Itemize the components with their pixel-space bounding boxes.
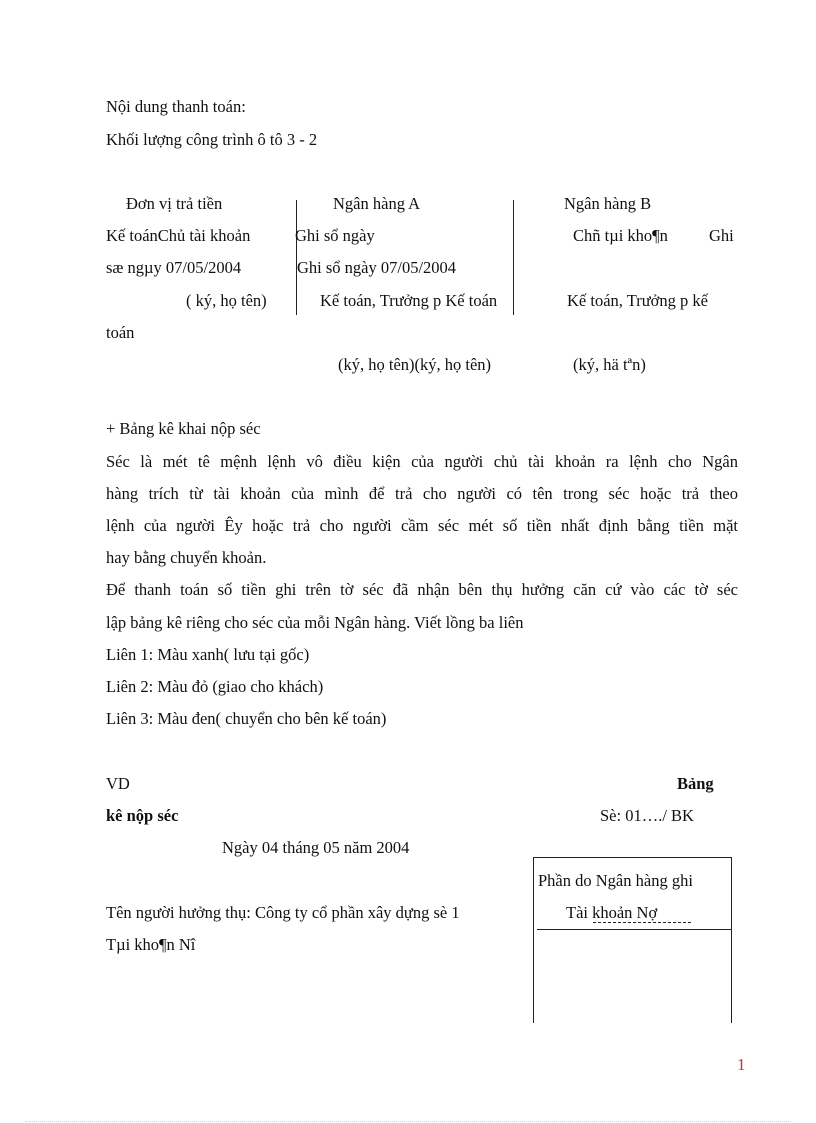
signature-note-right: (ký, hä tªn)	[573, 355, 646, 374]
beneficiary-line: Tên người hưởng thụ: Công ty cổ phần xây dựng sè 1	[106, 903, 460, 922]
payment-content-label: Nội dung thanh toán:	[106, 97, 246, 116]
section-heading-cheque-list: + Bảng kê khai nộp séc	[106, 419, 261, 438]
form-title-part-2: kê nộp séc	[106, 806, 179, 825]
accountant-owner-text: Kế toánChủ tài khoản	[106, 226, 251, 245]
copy-3-line: Liên 3: Màu đen( chuyển cho bên kế toán)	[106, 709, 387, 728]
record-date-left: sæ ngµy 07/05/2004	[106, 258, 242, 277]
work-volume-line: Khối lượng công trình ô tô 3 - 2	[106, 130, 318, 149]
copy-2-line: Liên 2: Màu đỏ (giao cho khách)	[106, 677, 324, 696]
bank-a-header: Ngân hàng A	[333, 194, 421, 213]
paragraph-line-6: lập bảng kê riêng cho séc của mỗi Ngân hàng. Viết lồng ba liên	[106, 613, 524, 632]
paragraph-line-5: Để thanh toán số tiền ghi trên tờ séc đã nhận bên thụ hưởng căn cứ vào các tờ séc	[106, 580, 738, 599]
record-date-label: Ghi sổ ngày	[295, 226, 375, 245]
paragraph-line-1: Séc là mét tê mệnh lệnh vô điều kiện của người chủ tài khoản ra lệnh cho Ngân	[106, 452, 738, 471]
column-divider-2	[513, 200, 514, 315]
form-date: Ngày 04 tháng 05 năm 2004	[222, 838, 410, 857]
debit-account-left: Tµi kho¶n Nî	[106, 935, 196, 954]
debit-account-dashline	[593, 922, 691, 923]
paragraph-line-2: hàng trích từ tài khoản của mình để trả cho người có tên trong séc hoặc trả theo	[106, 484, 738, 503]
bank-section-title: Phần do Ngân hàng ghi	[538, 871, 693, 890]
form-number: Sè: 01…./ BK	[600, 806, 694, 825]
accountant-chief-middle: Kế toán, Trưởng p Kế toán	[320, 291, 498, 310]
signature-note-left: ( ký, họ tên)	[186, 291, 267, 310]
signature-note-middle: (ký, họ tên)(ký, họ tên)	[338, 355, 492, 374]
example-label: VD	[106, 774, 130, 793]
bank-section-divider	[537, 929, 731, 930]
payer-unit-header: Đơn vị trả tiền	[126, 194, 223, 213]
page-bottom-border	[25, 1121, 791, 1122]
accountant-chief-right: Kế toán, Trưởng p kế	[567, 291, 708, 310]
record-date-middle: Ghi sổ ngày 07/05/2004	[297, 258, 457, 277]
bank-b-header: Ngân hàng B	[564, 194, 652, 213]
debit-account-label: Tài khoản Nợ	[566, 903, 658, 922]
page-number: 1	[737, 1055, 746, 1074]
paragraph-line-4: hay bằng chuyển khoản.	[106, 548, 267, 567]
form-title-part-1: Bảng	[677, 774, 714, 793]
accounting-word: toán	[106, 323, 135, 342]
record-word: Ghi	[709, 226, 734, 245]
paragraph-line-3: lệnh của người Êy hoặc trả cho người cầm séc mét số tiền nhất định bằng tiền mặt	[106, 516, 738, 535]
account-owner-text: Chñ tµi kho¶n	[573, 226, 668, 245]
copy-1-line: Liên 1: Màu xanh( lưu tại gốc)	[106, 645, 310, 664]
